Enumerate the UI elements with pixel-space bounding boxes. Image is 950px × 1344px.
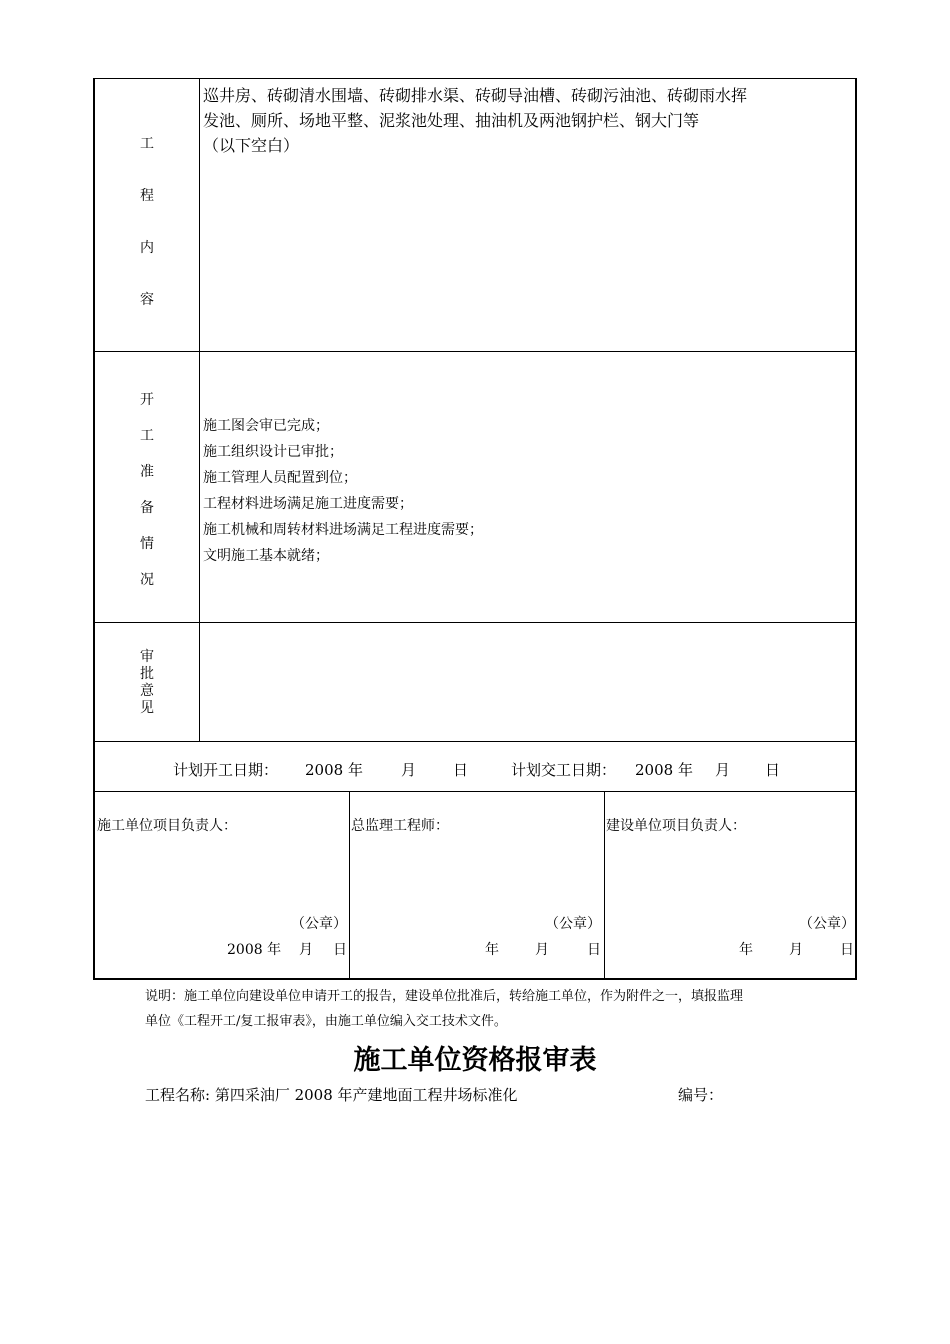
contractor-year: 2008 年	[227, 942, 282, 958]
next-form-title: 施工单位资格报审表	[353, 1045, 597, 1076]
content-line: 发池、厕所、场地平整、泥浆池处理、抽油机及两池钢护栏、钢大门等	[203, 111, 700, 130]
content-line: 巡井房、砖砌清水围墙、砖砌排水渠、砖砌导油槽、砖砌污油池、砖砌雨水挥	[203, 86, 748, 105]
owner-year: 年	[739, 942, 753, 958]
content-line: （以下空白）	[203, 136, 300, 155]
form-number-label: 编号：	[678, 1086, 724, 1104]
end-date-month: 月	[715, 761, 731, 779]
contractor-month: 月	[299, 942, 313, 958]
contractor-role-label: 施工单位项目负责人：	[97, 818, 237, 834]
owner-seal: （公章）	[799, 916, 855, 932]
start-date-month: 月	[401, 761, 417, 779]
start-date-year: 2008 年	[305, 761, 363, 779]
signature-divider	[604, 791, 605, 979]
project-name-label: 工程名称: 第四采油厂 2008 年产建地面工程井场标准化	[145, 1086, 518, 1104]
supervisor-year: 年	[485, 942, 499, 958]
end-date-day: 日	[765, 761, 781, 779]
owner-month: 月	[789, 942, 803, 958]
owner-role-label: 建设单位项目负责人：	[606, 818, 746, 834]
start-report-form	[93, 78, 857, 980]
prep-line: 工程材料进场满足施工进度需要；	[203, 496, 413, 512]
supervisor-seal: （公章）	[545, 916, 601, 932]
prep-section-label: 开 工 准 备 情 况	[140, 392, 154, 588]
contractor-day: 日	[333, 942, 347, 958]
contractor-signature-cell	[97, 791, 347, 977]
supervisor-role-label: 总监理工程师：	[351, 818, 449, 834]
supervisor-month: 月	[535, 942, 549, 958]
signature-divider	[349, 791, 350, 979]
note-line: 说明：施工单位向建设单位申请开工的报告，建设单位批准后，转给施工单位，作为附件之一，填报监理	[145, 989, 744, 1004]
prep-section-text	[203, 413, 483, 569]
label-column-divider	[199, 79, 200, 741]
content-section-label: 工 程 内 容	[140, 136, 154, 308]
start-date-day: 日	[453, 761, 469, 779]
owner-signature-cell	[606, 791, 855, 977]
prep-line: 施工机械和周转材料进场满足工程进度需要；	[203, 522, 483, 538]
section-divider	[95, 622, 855, 623]
approval-section-label: 审 批 意 见	[140, 649, 154, 716]
prep-line: 施工图会审已完成；	[203, 418, 329, 434]
end-date-year: 2008 年	[635, 761, 693, 779]
supervisor-signature-cell	[351, 791, 601, 977]
note-line: 单位《工程开工/复工报审表》，由施工单位编入交工技术文件。	[145, 1014, 507, 1029]
prep-line: 施工管理人员配置到位；	[203, 470, 357, 486]
end-date-label: 计划交工日期：	[511, 761, 617, 779]
start-date-label: 计划开工日期：	[173, 761, 279, 779]
owner-day: 日	[840, 942, 854, 958]
prep-line: 施工组织设计已审批；	[203, 444, 343, 460]
supervisor-day: 日	[587, 942, 601, 958]
content-section-text	[203, 83, 747, 158]
section-divider	[95, 741, 855, 742]
form-note	[145, 984, 743, 1034]
prep-line: 文明施工基本就绪；	[203, 548, 329, 564]
contractor-seal: （公章）	[291, 916, 347, 932]
section-divider	[95, 351, 855, 352]
